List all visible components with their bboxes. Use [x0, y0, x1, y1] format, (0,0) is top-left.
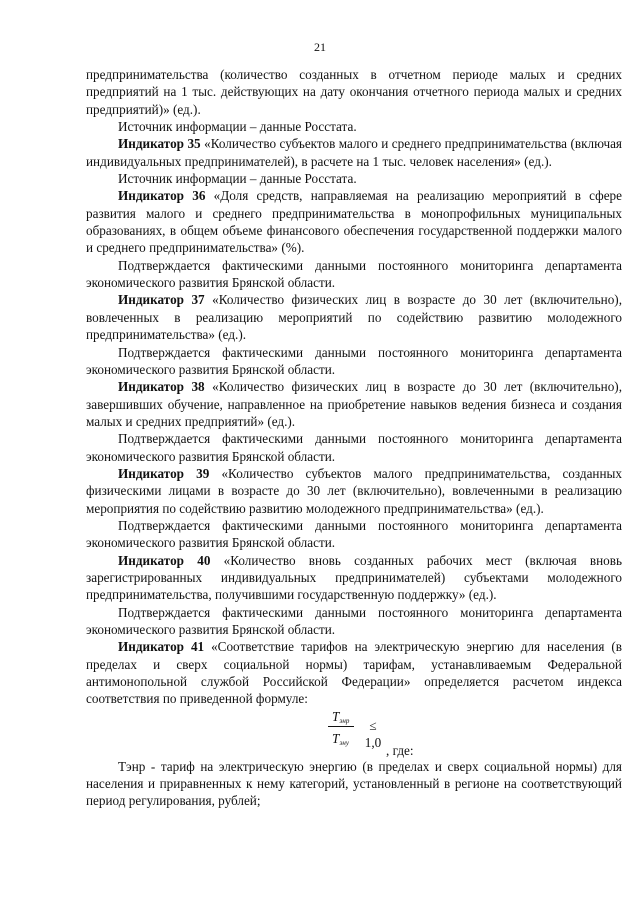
paragraph-text: «Количество вновь созданных рабочих мест (включая вновь зарегистрированных индивидуальных предпринимателей) субъектами молодежного предпринимательства, получившими государственную поддержку» (ед.).: [86, 552, 622, 603]
formula-where: , где:: [386, 742, 414, 758]
paragraph: [86, 344, 622, 379]
paragraph-text: «Количество субъектов малого предпринимательства, созданных физическими лицами в возрасте до 30 лет (включительно), вовлеченными в реализацию мероприятия по содействию развитию молодежного предпринимательства» (ед.).: [86, 465, 622, 516]
indicator-label: Индикатор 38: [118, 379, 205, 395]
paragraph-text: Подтверждается фактическими данными постоянного мониторинга департамента экономического развития Брянской области.: [86, 604, 622, 637]
paragraph-text: «Доля средств, направляемая на реализацию мероприятий в сфере развития малого и среднего предпринимательства в монопрофильных муниципальных образованиях, в общем объеме финансового обеспечения государственной поддержки малого и среднего предпринимательства» (%).: [86, 188, 622, 256]
paragraph: [86, 378, 622, 430]
paragraph-text: «Количество субъектов малого и среднего предпринимательства (включая индивидуальных предпринимателей), в расчете на 1 тыс. человек населения» (ед.).: [86, 136, 622, 169]
indicator-label: Индикатор 37: [118, 292, 205, 308]
paragraph-text: предпринимательства (количество созданных в отчетном периоде малых и средних предприятий на 1 тыс. действующих на дату окончания отчетного периода малых и средних предприятий)» (ед.).: [86, 67, 622, 117]
paragraph: [86, 604, 622, 639]
paragraph-text: Источник информации – данные Росстата.: [118, 171, 357, 187]
paragraph-text: Подтверждается фактическими данными постоянного мониторинга департамента экономического развития Брянской области.: [86, 344, 622, 377]
paragraph: [86, 291, 622, 343]
paragraph: [86, 257, 622, 292]
paragraph: [86, 517, 622, 552]
indicator-label: Индикатор 35: [118, 136, 201, 152]
paragraph: [86, 135, 622, 170]
indicator-label: Индикатор 41: [118, 639, 205, 655]
paragraph: [86, 187, 622, 256]
document-body: [86, 66, 622, 810]
paragraph-text: Подтверждается фактическими данными постоянного мониторинга департамента экономического развития Брянской области.: [86, 517, 622, 551]
formula-numerator: $T_{энр}$: [332, 708, 350, 725]
indicator-label: Индикатор 40: [118, 552, 211, 568]
paragraph-text: Подтверждается фактическими данными постоянного мониторинга департамента экономического развития Брянской области.: [86, 257, 622, 291]
page-number: 21: [314, 40, 326, 54]
paragraph-text: Источник информации – данные Росстата.: [118, 119, 357, 135]
formula: [86, 708, 622, 758]
formula-denominator: $T_{эну}$: [332, 730, 350, 747]
paragraph: [86, 465, 622, 517]
paragraph: [86, 66, 622, 118]
fraction-bar: [328, 726, 354, 727]
paragraph: [86, 638, 622, 707]
paragraph-list: [86, 66, 622, 708]
indicator-label: Индикатор 39: [118, 465, 210, 481]
paragraph-text: Подтверждается фактическими данными постоянного мониторинга департамента экономического развития Брянской области.: [86, 431, 622, 464]
paragraph-text: «Количество физических лиц в возрасте до 30 лет (включительно), вовлеченных в реализацию мероприятий по содействию развитию молодежного предпринимательства» (ед.).: [86, 292, 622, 343]
paragraph-text: «Количество физических лиц в возрасте до 30 лет (включительно), завершивших обучение, направленное на приобретение навыков ведения бизнеса и создания малых и средних предприятий» (ед.).: [86, 379, 622, 429]
paragraph: [86, 118, 622, 135]
paragraph: Тэнр - тариф на электрическую энергию (в пределах и сверх социальной нормы) для населения и приравненных к нему категорий, установленный в регионе на соответствующий период регулирования, рублей;: [86, 758, 622, 809]
paragraph-text: «Соответствие тарифов на электрическую энергию для населения (в пределах и сверх социальной нормы) тарифам, устанавливаемым Федеральной антимонопольной службой Российской Федерации» определяется расчетом индекса соответствия по приведенной формуле:: [86, 639, 622, 707]
paragraph: [86, 552, 622, 604]
paragraph: [86, 430, 622, 465]
paragraph: [86, 170, 622, 187]
indicator-label: Индикатор 36: [118, 188, 206, 204]
formula-relation: ≤ 1,0: [364, 717, 382, 751]
